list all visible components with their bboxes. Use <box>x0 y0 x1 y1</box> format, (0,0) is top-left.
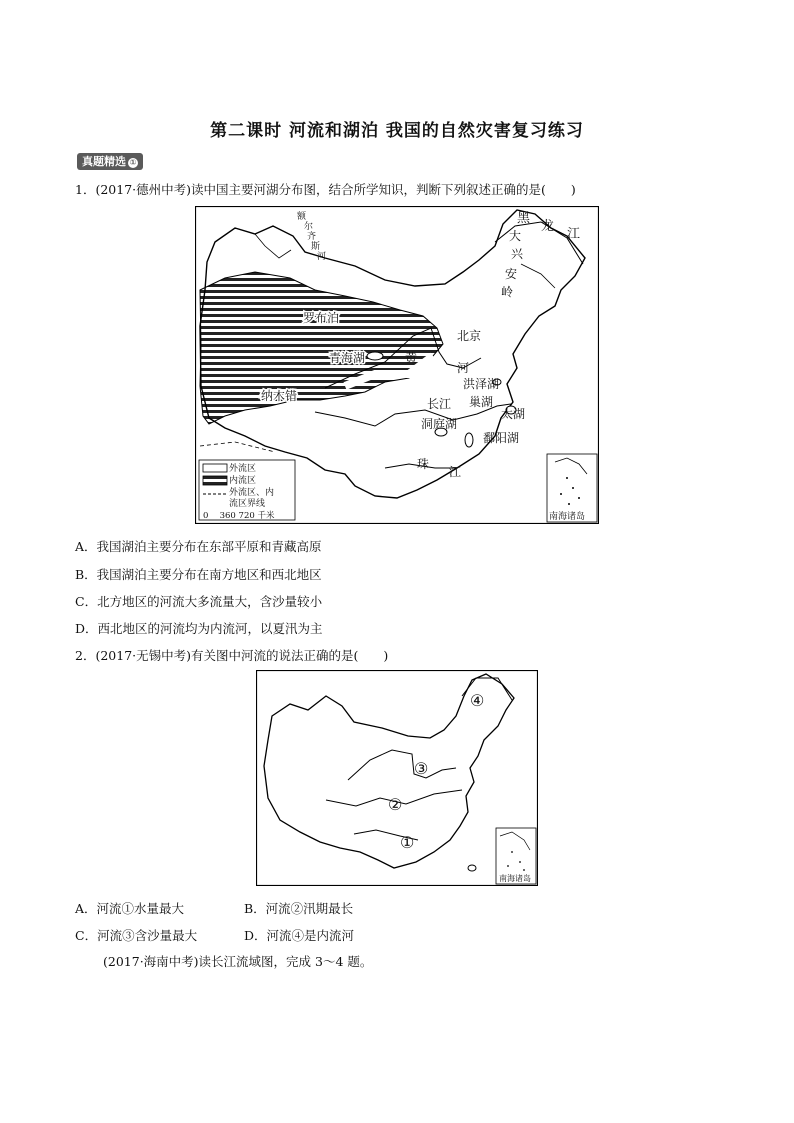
map-label-huang: 黄 <box>405 351 418 365</box>
china-rivers-lakes-map <box>195 206 599 524</box>
question-1-option-c: C．北方地区的河流大多流量大，含沙量较小 <box>75 594 323 609</box>
map-label-he: 河 <box>457 361 470 375</box>
map-label-heilongjiang-1: 黑 <box>517 211 531 226</box>
legend-outflow-label: 外流区 <box>229 464 257 474</box>
map-label-namuco: 纳木错 <box>261 389 298 403</box>
poyang-lake <box>465 433 473 447</box>
map-label-dongtinghu: 洞庭湖 <box>421 417 458 431</box>
river-marker-4: ④ <box>470 691 485 710</box>
question-2-stem: 2．(2017·无锡中考)有关图中河流的说法正确的是( ) <box>75 648 389 663</box>
map-label-beijing: 北京 <box>457 329 482 343</box>
map-label-daxinganling-1: 大 <box>509 229 522 243</box>
page-title: 第二课时 河流和湖泊 我国的自然灾害复习练习 <box>210 121 584 141</box>
map-label-qinghaihu: 青海湖 <box>329 351 366 365</box>
map-label-poyanghu: 鄱阳湖 <box>483 431 520 445</box>
nanhai-inset-label: 南海诸岛 <box>549 512 586 522</box>
map-label-hongzehu: 洪泽湖 <box>463 377 500 391</box>
question-2-option-a: A．河流①水量最大 <box>75 901 185 916</box>
map-label-taihu: 太湖 <box>501 407 526 421</box>
map-label-zhu: 珠 <box>417 457 430 471</box>
map-label-luobupo: 罗布泊 <box>303 311 340 325</box>
map-legend <box>199 460 295 521</box>
river-marker-3: ③ <box>414 759 429 778</box>
map-label-ertix-5: 河 <box>317 252 327 262</box>
question-1-option-a: A．我国湖泊主要分布在东部平原和青藏高原 <box>75 539 322 554</box>
nanhai-inset-label-2: 南海诸岛 <box>499 874 531 883</box>
river-marker-2: ② <box>388 795 403 814</box>
legend-boundary-label-2: 流区界线 <box>229 499 266 509</box>
map-label-heilongjiang-3: 江 <box>567 227 581 242</box>
map-label-heilongjiang-2: 龙 <box>541 219 555 234</box>
nanhai-inset <box>547 454 597 522</box>
section-badge <box>77 153 143 170</box>
river-marker-1: ① <box>400 833 415 852</box>
question-3-4-intro: (2017·海南中考)读长江流域图，完成 3～4 题。 <box>103 954 373 969</box>
map-label-jiang: 江 <box>449 465 462 479</box>
question-1-option-d: D．西北地区的河流均为内流河，以夏汛为主 <box>75 621 323 636</box>
question-2-option-b: B．河流②汛期最长 <box>244 901 354 916</box>
question-2-option-d: D．河流④是内流河 <box>244 928 355 943</box>
section-badge-number: ① <box>129 158 137 167</box>
map-label-changjiang: 长江 <box>427 397 452 411</box>
map-label-ertix-1: 额 <box>297 212 307 222</box>
map-label-daxinganling-2: 兴 <box>511 247 524 261</box>
section-badge-label: 真题精选 <box>82 155 126 168</box>
map-label-ertix-2: 尔 <box>304 222 314 232</box>
qinghai-lake <box>367 352 383 360</box>
map-label-daxinganling-3: 安 <box>505 267 518 281</box>
question-1-stem: 1．(2017·德州中考)读中国主要河湖分布图，结合所学知识，判断下列叙述正确的是( ) <box>75 182 576 197</box>
map-label-ertix-3: 齐 <box>307 232 317 242</box>
map-label-daxinganling-4: 岭 <box>501 285 514 299</box>
legend-scale-label: 0 360 720 千米 <box>203 511 275 521</box>
map-label-chaohu: 巢湖 <box>469 395 494 409</box>
legend-inflow-label: 内流区 <box>229 476 257 486</box>
map-label-ertix-4: 斯 <box>311 242 321 252</box>
question-1-option-b: B．我国湖泊主要分布在南方地区和西北地区 <box>75 567 322 582</box>
legend-boundary-label-1: 外流区、内 <box>229 488 275 498</box>
question-2-option-c: C．河流③含沙量最大 <box>75 928 198 943</box>
nanhai-inset-2 <box>496 828 536 884</box>
china-river-map-2 <box>256 670 538 886</box>
